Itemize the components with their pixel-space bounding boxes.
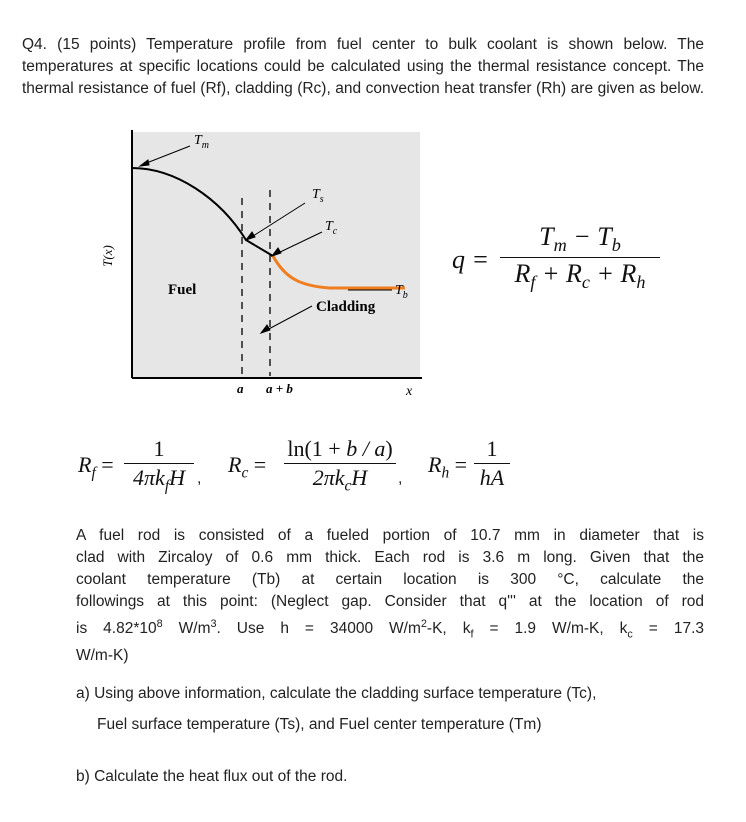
label-tm: $T_m$: [194, 133, 210, 151]
problem-line-4: followings at this point: (Neglect gap. Consider that q''' at the location of rod: [76, 593, 704, 610]
label-tc: $T_c$: [325, 219, 338, 237]
q-equation-fraction: [500, 222, 660, 293]
q-equation-lhs: q =: [452, 245, 490, 274]
tick-label-a-plus-b: a + b: [266, 381, 293, 396]
part-a-line-1: a) Using above information, calculate the cladding surface temperature (Tc),: [76, 685, 597, 702]
problem-line-1: A fuel rod is consisted of a fueled portion of 10.7 mm in diameter that is: [76, 527, 704, 544]
problem-statement: [76, 525, 704, 667]
x-axis-label: x: [406, 384, 413, 399]
rf-comma: ,: [197, 470, 202, 487]
part-a-line-2: Fuel surface temperature (Ts), and Fuel center temperature (Tm): [97, 716, 542, 733]
q-numerator: $T_m - T_b$: [539, 222, 621, 256]
problem-line-2: clad with Zircaloy of 0.6 mm thick. Each rod is 3.6 m long. Given that the: [76, 549, 704, 566]
question-intro: Temperature profile from fuel center to bulk coolant is shown below. The temperatures at specific locations could be calculated using the thermal resistance concept. The thermal resistance of fuel (Rf), cladding (Rc), and convection heat transfer (Rh) are given as below.: [22, 36, 704, 97]
cladding-region-label: Cladding: [316, 299, 376, 315]
rc-comma: ,: [398, 470, 403, 487]
y-axis-label: T(x): [100, 245, 115, 267]
rf-fraction: 1 $4\pi k_fH$: [124, 436, 194, 495]
label-tb: $T_b$: [395, 283, 408, 301]
part-b-text: b) Calculate the heat flux out of the rod.: [76, 768, 348, 785]
label-ts: $T_s$: [312, 187, 324, 205]
q-denominator: $R_f + R_c + R_h$: [514, 259, 646, 293]
temperature-profile-figure: [100, 128, 430, 408]
question-number: Q4.: [22, 36, 47, 53]
tick-label-a: a: [237, 381, 244, 396]
problem-line-3: coolant temperature (Tb) at certain location is 300 °C, calculate the: [76, 571, 704, 588]
rf-lhs: $R_f$ =: [78, 452, 114, 482]
problem-line-6: W/m-K): [76, 647, 129, 665]
fuel-region-label: Fuel: [168, 282, 197, 298]
rc-fraction: ln(1 + b / a) $2\pi k_cH$: [284, 436, 396, 495]
question-header: [22, 34, 704, 100]
question-points: (15 points): [57, 36, 137, 53]
rh-lhs: $R_h$ =: [428, 452, 468, 482]
rc-lhs: $R_c$ =: [228, 452, 267, 482]
problem-line-5: is $4.82*10^8$ $W/m^3$. Use h = 34000 $W/m^2-K$, $k_f = 1.9$ W/m-K, $k_c = 17.3$: [76, 618, 704, 641]
rh-fraction: 1 hA: [474, 436, 510, 491]
